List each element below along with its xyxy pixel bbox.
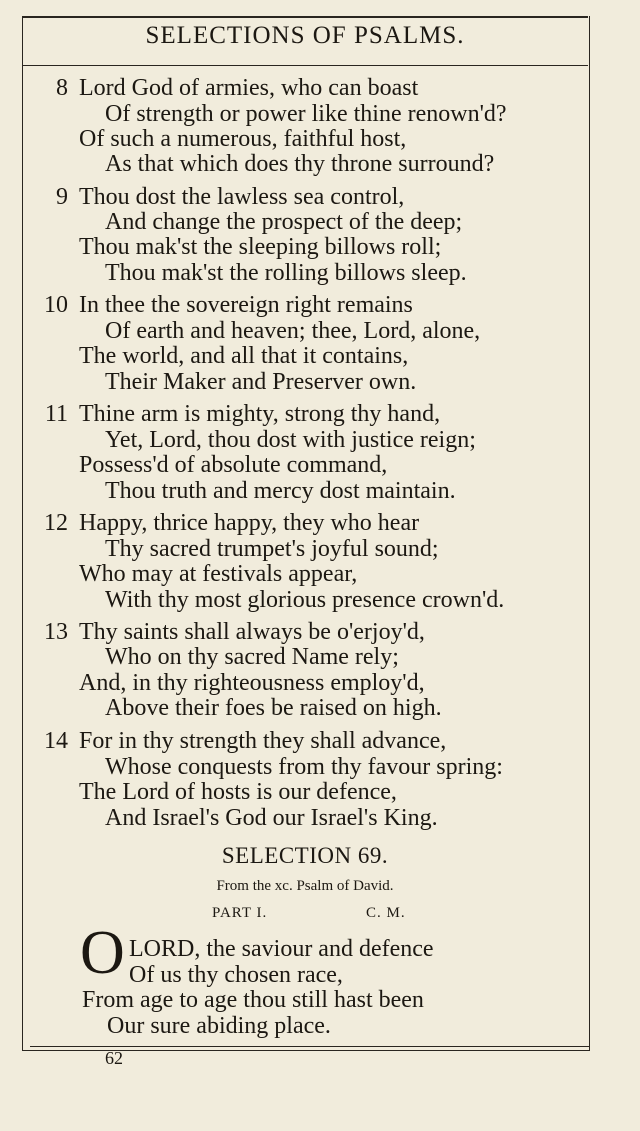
stanza-number: 14 xyxy=(44,728,68,754)
verse-line: Yet, Lord, thou dost with justice reign; xyxy=(105,427,476,453)
stanza-number: 8 xyxy=(56,75,68,101)
stanza-number: 10 xyxy=(44,292,68,318)
verse-line: Who may at festivals appear, xyxy=(79,561,358,587)
part-label: PART I. xyxy=(212,905,268,921)
stanza-number: 11 xyxy=(44,401,68,427)
verse-line: As that which does thy throne surround? xyxy=(105,151,495,177)
verse-line: Thou mak'st the sleeping billows roll; xyxy=(79,234,442,260)
drop-cap: O xyxy=(80,919,125,987)
verse-line: Thou dost the lawless sea control, xyxy=(79,184,405,210)
verse-line: Of such a numerous, faithful host, xyxy=(79,126,407,152)
selection-subtitle: From the xc. Psalm of David. xyxy=(216,878,394,894)
verse-line: Whose conquests from thy favour spring: xyxy=(105,754,503,780)
verse-line: Thine arm is mighty, strong thy hand, xyxy=(79,401,441,427)
verse-line: And change the prospect of the deep; xyxy=(105,209,463,235)
verse-line: Of strength or power like thine renown'd? xyxy=(105,101,507,127)
verse-line: The Lord of hosts is our defence, xyxy=(79,779,397,805)
verse-line: Their Maker and Preserver own. xyxy=(105,369,417,395)
verse-line: Thy saints shall always be o'erjoy'd, xyxy=(79,619,425,645)
verse-line: And Israel's God our Israel's King. xyxy=(105,805,438,831)
running-title: SELECTIONS OF PSALMS. xyxy=(145,22,465,49)
verse-line: Lord God of armies, who can boast xyxy=(79,75,419,101)
meter-label: C. M. xyxy=(366,905,406,921)
verse-line: LORD, the saviour and defence xyxy=(129,936,434,962)
bottom-rule xyxy=(30,1046,590,1047)
stanza-number: 9 xyxy=(56,184,68,210)
verse-line: In thee the sovereign right remains xyxy=(79,292,413,318)
verse-line: From age to age thou still hast been xyxy=(82,987,424,1013)
verse-line: Thou truth and mercy dost maintain. xyxy=(105,478,456,504)
page-number: 62 xyxy=(105,1048,123,1068)
verse-line: Of earth and heaven; thee, Lord, alone, xyxy=(105,318,481,344)
verse-line: The world, and all that it contains, xyxy=(79,343,409,369)
verse-line: Possess'd of absolute command, xyxy=(79,452,388,478)
verse-line: Above their foes be raised on high. xyxy=(105,695,442,721)
verse-line: For in thy strength they shall advance, xyxy=(79,728,447,754)
stanza-number: 12 xyxy=(44,510,68,536)
verse-line: Thy sacred trumpet's joyful sound; xyxy=(105,536,439,562)
verse-line: Of us thy chosen race, xyxy=(129,962,343,988)
verse-line: Thou mak'st the rolling billows sleep. xyxy=(105,260,467,286)
verse-line: With thy most glorious presence crown'd. xyxy=(105,587,505,613)
verse-line: Who on thy sacred Name rely; xyxy=(105,644,399,670)
stanza-number: 13 xyxy=(44,619,68,645)
verse-line: Happy, thrice happy, they who hear xyxy=(79,510,420,536)
selection-title: SELECTION 69. xyxy=(221,843,389,868)
verse-line: And, in thy righteousness employ'd, xyxy=(79,670,425,696)
verse-line: Our sure abiding place. xyxy=(107,1013,331,1039)
